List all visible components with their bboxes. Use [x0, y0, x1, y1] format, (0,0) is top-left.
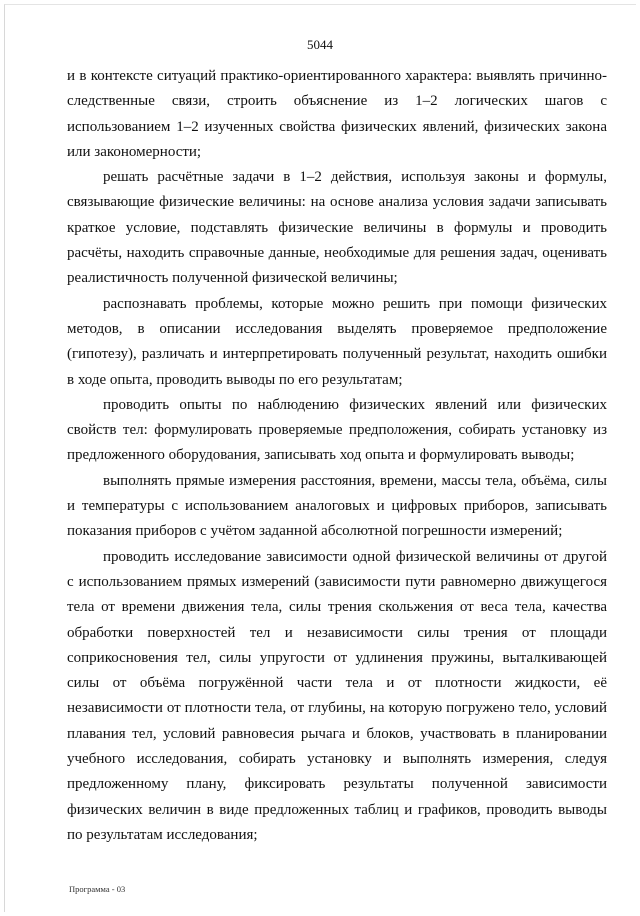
paragraph-3: распознавать проблемы, которые можно решить при помощи физических методов, в описании исследования выделять проверяемое предположение (гипотезу), различать и интерпретировать полученный результат, находить ошибки в ходе опыта, проводить выводы по его результатам; [67, 295, 607, 388]
footer-program-label: Программа - 03 [69, 884, 126, 894]
paragraph-5: выполнять прямые измерения расстояния, времени, массы тела, объёма, силы и температуры с использованием аналоговых и цифровых приборов, записывать показания приборов с учётом заданной абсолютной погрешности измерений; [67, 472, 607, 540]
paragraph-4: проводить опыты по наблюдению физических явлений или физических свойств тел: формулировать проверяемые предположения, собирать установку из предложенного оборудования, записывать ход опыта и формулировать выводы; [67, 396, 607, 464]
paragraph-6: проводить исследование зависимости одной физической величины от другой с использованием прямых измерений (зависимости пути равномерно движущегося тела от времени движения тела, силы трения скольжения от веса тела, качества обработки поверхностей тел и независимости силы трения от площади соприкосновения тел, силы упругости от удлинения пружины, выталкивающей силы от объёма погружённой части тела и от плотности жидкости, её независимости от плотности тела, от глубины, на которую погружено тело, условий плавания тел, условий равновесия рычага и блоков, участвовать в планировании учебного исследования, собирать установку и выполнять измерения, следуя предложенному плану, фиксировать результаты полученной зависимости физических величин в виде предложенных таблиц и графиков, проводить выводы по результатам исследования; [67, 548, 607, 843]
page-number: 5044 [307, 37, 333, 52]
document-body [67, 64, 607, 848]
paragraph-1: и в контексте ситуаций практико-ориентированного характера: выявлять причинно-следственные связи, строить объяснение из 1–2 логических шагов с использованием 1–2 изученных свойства физических явлений, физических закона или закономерности; [67, 68, 607, 160]
paragraph-2: решать расчётные задачи в 1–2 действия, используя законы и формулы, связывающие физические величины: на основе анализа условия задачи записывать краткое условие, подставлять физические величины в формулы и проводить расчёты, находить справочные данные, необходимые для решения задач, оценивать реалистичность полученной физической величины; [67, 169, 607, 287]
